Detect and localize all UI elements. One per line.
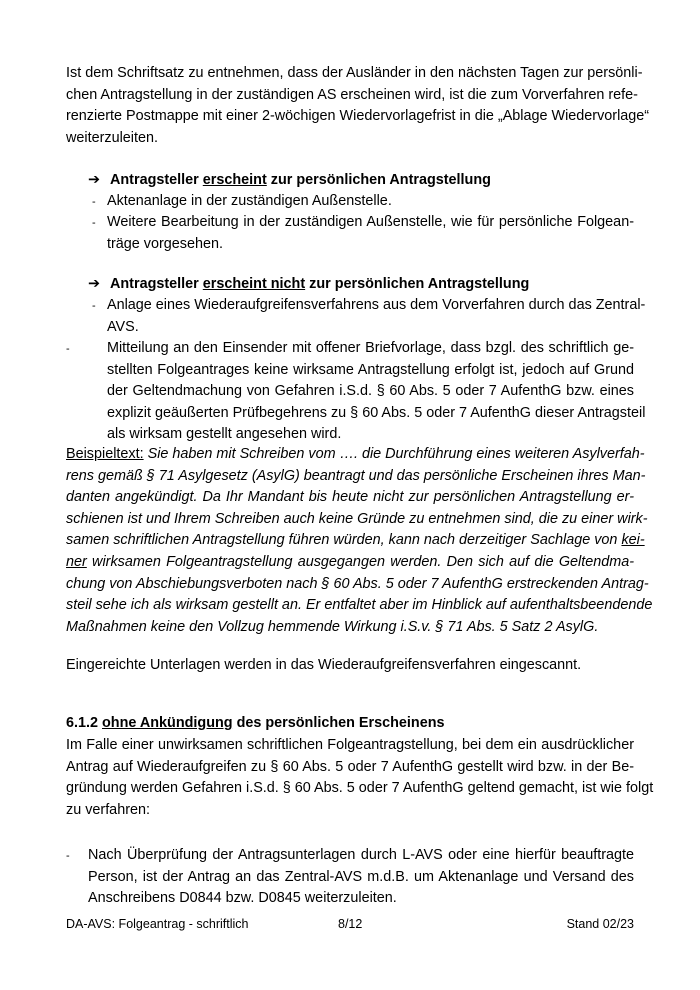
text-line: weiterzuleiten. bbox=[66, 129, 158, 146]
text-line: Ist dem Schriftsatz zu entnehmen, dass der Ausländer in den nächsten Tagen zur persönli- bbox=[66, 65, 643, 81]
bullet-dash: - bbox=[92, 217, 96, 229]
section-item: Nach Überprüfung der Antragsunterlagen durch L-AVS oder eine hierfür beauftragte Person, ist der Antrag an das Zentral-AVS m.d.B. um Aktenanlage und Versand des Anschreibens D0844 bzw. D0845 weiterzuleiten. bbox=[88, 847, 634, 907]
footer-page-number: 8/12 bbox=[338, 917, 363, 931]
bullet-dash: - bbox=[66, 343, 70, 355]
arrow-right-icon: ➔ bbox=[88, 172, 101, 188]
case-appears-heading: ➔ Antragsteller erscheint zur persönlichen Antragstellung bbox=[88, 170, 634, 192]
text-line: renzierte Postmappe mit einer 2-wöchigen Wiedervorlagefrist in die „Ablage Wiedervorlage“ bbox=[66, 108, 650, 125]
case-appears-item-1: Aktenanlage in der zuständigen Außenstelle. bbox=[107, 193, 392, 209]
example-label: Beispieltext: bbox=[66, 446, 144, 462]
bullet-dash: - bbox=[92, 196, 96, 208]
arrow-right-icon: ➔ bbox=[88, 276, 101, 292]
scanned-paragraph: Eingereichte Unterlagen werden in das Wiederaufgreifensverfahren eingescannt. bbox=[66, 657, 582, 673]
case-appears-item-2: Weitere Bearbeitung in der zuständigen Außenstelle, wie für persönliche Folgean- träge vorgesehen. bbox=[107, 214, 634, 252]
bullet-dash: - bbox=[66, 850, 70, 862]
footer-doc-title: DA-AVS: Folgeantrag - schriftlich bbox=[66, 917, 249, 931]
example-text: Beispieltext: Sie haben mit Schreiben vom …. die Durchführung eines weiteren Asylverfah- rens gemäß § 71 Asylgesetz (AsylG) beantragt und das persönliche Erscheinen ihres Man- danten angekündigt. Da Ihr Mandant bis heute nicht zur persönlichen Antragstellung er- schienen ist und Ihrem Schreiben auch keine Gründe zu entnehmen sind, die zu einer wirk- samen schriftlichen Antragstellung führen würden, kann nach derzeitiger Sachlage von kei- ner wirksamen Folgeantragstellung ausgegangen werden. Den sich auf die Geltendma- chung von Abschiebungsverboten nach § 60 Abs. 5 oder 7 AufenthG erstreckenden Antrag- steil sehe ich als wirksam gestellt an. Er entfaltet aber im Hinblick auf aufenthaltsbeendende Maßnahmen keine den Vollzug hemmende Wirkung i.S.v. § 71 Abs. 5 Satz 2 AsylG. bbox=[66, 446, 653, 635]
section-heading: 6.1.2 ohne Ankündigung des persönlichen Erscheinens bbox=[66, 715, 445, 731]
case-not-appears-heading: ➔ Antragsteller erscheint nicht zur persönlichen Antragstellung bbox=[88, 274, 634, 296]
case-not-appears-item-2: Mitteilung an den Einsender mit offener Briefvorlage, dass bzgl. des schriftlich ge- stellten Folgeantrages keine wirksame Antragstellung erfolgt ist, jedoch auf Grund der Geltendmachung von Gefahren i.S.d. § 60 Abs. 5 oder 7 AufenthG bzw. eines explizit geäußerten Prüfbegehrens zu § 60 Abs. 5 oder 7 AufenthG dieser Antragsteil als wirksam gestellt angesehen wird. bbox=[107, 340, 646, 443]
bullet-dash: - bbox=[92, 300, 96, 312]
section-paragraph: Im Falle einer unwirksamen schriftlichen Folgeantragstellung, bei dem ein ausdrücklicher Antrag auf Wiederaufgreifen zu § 60 Abs. 5 oder 7 AufenthG gestellt wird bzw. in der Be- gründung werden Gefahren i.S.d. § 60 Abs. 5 oder 7 AufenthG geltend gemacht, ist wie folgt zu verfahren: bbox=[66, 737, 654, 818]
case-not-appears-item-1: Anlage eines Wiederaufgreifensverfahrens aus dem Vorverfahren durch das Zentral- AVS. bbox=[107, 297, 646, 335]
text-line: chen Antragstellung in der zuständigen AS erscheinen wird, ist die zum Vorverfahren refe- bbox=[66, 86, 638, 103]
intro-paragraph bbox=[66, 63, 650, 149]
footer-version: Stand 02/23 bbox=[566, 917, 634, 931]
